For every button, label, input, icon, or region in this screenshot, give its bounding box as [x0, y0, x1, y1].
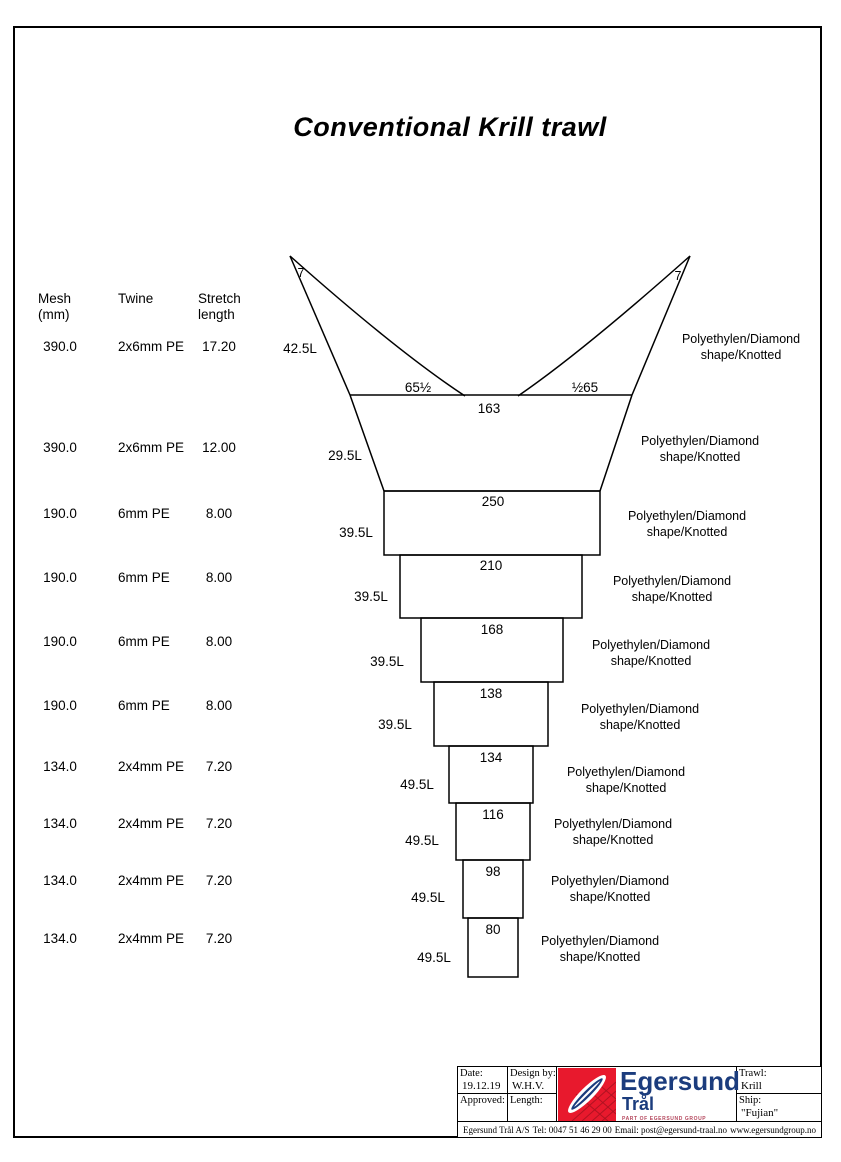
spec-twine-value: 2x6mm PE [118, 440, 185, 455]
wing-inner-edge-left [290, 256, 465, 396]
wing-taper-count: 65½ [404, 380, 432, 395]
material-annotation [581, 702, 699, 732]
material-annotation [567, 765, 685, 795]
material-annotation-line: Polyethylen/Diamond [681, 332, 801, 346]
spec-twine-value: 2x4mm PE [118, 816, 185, 831]
company-email: Email: post@egersund-traal.no [614, 1124, 728, 1135]
material-annotation [554, 817, 672, 847]
spec-stretch-value: 7.20 [205, 759, 233, 774]
spec-table-header: Twine [118, 291, 154, 306]
section-width-count: 138 [479, 686, 503, 701]
section-length-label: 39.5L [339, 525, 373, 540]
wing-tip-mesh-count: 7 [297, 266, 305, 280]
logo-name: Egersund [620, 1066, 740, 1096]
material-annotation [613, 574, 731, 604]
material-annotation-line: Polyethylen/Diamond [591, 638, 711, 652]
spec-twine-value: 6mm PE [118, 698, 170, 713]
material-annotation-line: shape/Knotted [572, 833, 654, 847]
spec-mesh-value: 190.0 [43, 506, 77, 521]
company-name: Egersund Trål A/S [463, 1124, 530, 1135]
section-length-label: 39.5L [378, 717, 412, 732]
material-annotation-line: Polyethylen/Diamond [540, 934, 660, 948]
spec-table-header: length [198, 307, 235, 322]
spec-mesh-value: 190.0 [43, 698, 77, 713]
date-cell [458, 1067, 507, 1094]
trawl-value: Krill [741, 1080, 762, 1092]
spec-stretch-value: 8.00 [205, 698, 233, 713]
material-annotation-line: shape/Knotted [631, 590, 713, 604]
material-annotation-line: Polyethylen/Diamond [580, 702, 700, 716]
spec-twine-value: 2x6mm PE [118, 339, 185, 354]
material-annotation-line: shape/Knotted [610, 654, 692, 668]
section-width-count: 134 [479, 750, 503, 765]
material-annotation [592, 638, 710, 668]
material-annotation-line: shape/Knotted [700, 348, 782, 362]
date-label: Date: [460, 1068, 483, 1079]
diagram-labels [283, 266, 800, 965]
company-tel: Tel: 0047 51 46 29 00 [532, 1124, 612, 1135]
length-label: Length: [510, 1095, 543, 1107]
ship-value: "Fujian" [741, 1107, 779, 1120]
material-annotation-line: shape/Knotted [659, 450, 741, 464]
design-by-value: W.H.V. [512, 1080, 545, 1092]
wing-tip-mesh-count: 7 [674, 269, 682, 283]
material-annotation-line: Polyethylen/Diamond [550, 874, 670, 888]
section-length-label: 49.5L [411, 890, 445, 905]
wing-inner-edge-right [518, 256, 690, 396]
spec-twine-value: 6mm PE [118, 506, 170, 521]
wing-length-label: 42.5L [283, 341, 317, 356]
section-width-count: 250 [481, 494, 505, 509]
title-block-footer [458, 1121, 821, 1137]
company-logo [557, 1066, 740, 1122]
material-annotation-line: shape/Knotted [599, 718, 681, 732]
spec-table-header: Stretch [198, 291, 241, 306]
spec-twine-value: 2x4mm PE [118, 931, 185, 946]
title-block-col-design [508, 1067, 557, 1121]
material-annotation-line: Polyethylen/Diamond [553, 817, 673, 831]
spec-table-header: (mm) [38, 307, 70, 322]
material-annotation [541, 934, 659, 964]
design-by-cell [508, 1067, 556, 1094]
spec-twine-value: 2x4mm PE [118, 759, 185, 774]
date-value: 19.12.19 [462, 1080, 501, 1092]
wing-taper-count: ½65 [571, 380, 599, 395]
spec-mesh-value: 390.0 [43, 440, 77, 455]
title-block-main [458, 1067, 821, 1121]
approved-label: Approved: [460, 1095, 505, 1107]
title-block [457, 1066, 822, 1138]
spec-twine-value: 2x4mm PE [118, 873, 185, 888]
title-block-col-trawl [737, 1067, 821, 1121]
material-annotation-line: shape/Knotted [569, 890, 651, 904]
material-annotation [551, 874, 669, 904]
logo-sub-name: Trål [622, 1094, 655, 1114]
page-title: Conventional Krill trawl [293, 112, 607, 142]
spec-twine-value: 6mm PE [118, 634, 170, 649]
spec-table-header: Mesh [38, 291, 72, 306]
section-width-count: 80 [485, 922, 501, 937]
ship-cell [737, 1094, 821, 1121]
logo-tagline: PART OF EGERSUND GROUP [622, 1116, 707, 1122]
spec-stretch-value: 7.20 [205, 873, 233, 888]
spec-stretch-value: 17.20 [202, 339, 236, 354]
spec-stretch-value: 8.00 [205, 634, 233, 649]
section-length-label: 49.5L [400, 777, 434, 792]
spec-mesh-value: 390.0 [43, 339, 77, 354]
material-annotation-line: Polyethylen/Diamond [640, 434, 760, 448]
spec-mesh-value: 190.0 [43, 634, 77, 649]
title-block-col-date [458, 1067, 508, 1121]
spec-stretch-value: 7.20 [205, 931, 233, 946]
ship-label: Ship: [739, 1095, 762, 1107]
spec-twine-value: 6mm PE [118, 570, 170, 585]
material-annotation-line: shape/Knotted [646, 525, 728, 539]
section-width-count: 163 [477, 401, 501, 416]
trawl-cell [737, 1067, 821, 1094]
material-annotation [682, 332, 800, 362]
section-length-label: 39.5L [354, 589, 388, 604]
material-annotation-line: shape/Knotted [559, 950, 641, 964]
design-by-label: Design by: [510, 1068, 556, 1079]
section-length-label: 49.5L [405, 833, 439, 848]
trawl-label: Trawl: [739, 1068, 767, 1079]
section-width-count: 168 [480, 622, 504, 637]
material-annotation-line: shape/Knotted [585, 781, 667, 795]
spec-mesh-value: 134.0 [43, 873, 77, 888]
length-cell [508, 1094, 556, 1121]
spec-mesh-value: 134.0 [43, 931, 77, 946]
spec-stretch-value: 8.00 [205, 570, 233, 585]
section-length-label: 49.5L [417, 950, 451, 965]
spec-mesh-value: 134.0 [43, 759, 77, 774]
material-annotation [641, 434, 759, 464]
material-annotation-line: Polyethylen/Diamond [612, 574, 732, 588]
section-width-count: 116 [482, 807, 504, 822]
company-web: www.egersundgroup.no [730, 1124, 816, 1135]
logo-net-icon [558, 1068, 616, 1121]
section-width-count: 98 [485, 864, 501, 879]
spec-mesh-value: 134.0 [43, 816, 77, 831]
spec-stretch-value: 8.00 [205, 506, 233, 521]
approved-cell [458, 1094, 507, 1121]
spec-mesh-value: 190.0 [43, 570, 77, 585]
material-annotation-line: Polyethylen/Diamond [627, 509, 747, 523]
spec-stretch-value: 7.20 [205, 816, 233, 831]
spec-stretch-value: 12.00 [202, 440, 236, 455]
material-annotation-line: Polyethylen/Diamond [566, 765, 686, 779]
material-annotation [628, 509, 746, 539]
section-width-count: 210 [479, 558, 503, 573]
section-length-label: 29.5L [328, 448, 362, 463]
section-length-label: 39.5L [370, 654, 404, 669]
